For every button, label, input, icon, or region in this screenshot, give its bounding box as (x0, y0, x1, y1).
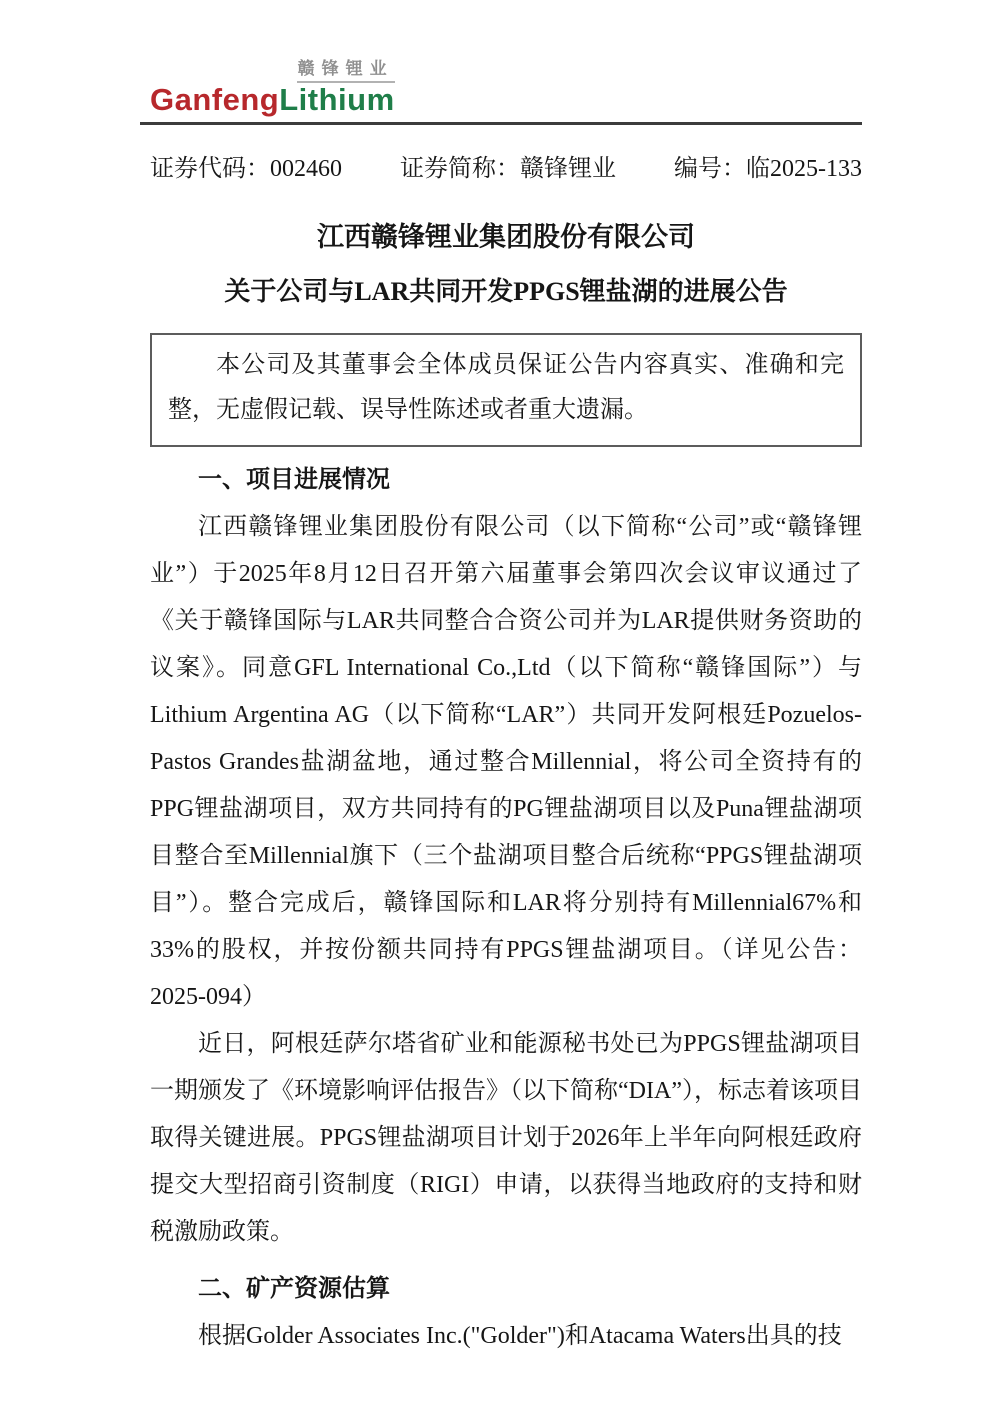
page-header (150, 54, 862, 183)
announcement-number: 编号：临2025-133 (674, 156, 862, 182)
section-mineral-resources (150, 1266, 862, 1360)
stock-short-name: 证券简称：赣锋锂业 (400, 156, 616, 182)
logo-ganfeng-text: Ganfeng (150, 82, 280, 117)
company-logo (150, 54, 395, 117)
section-project-progress (150, 457, 862, 1256)
section-1-paragraph-2: 近日，阿根廷萨尔塔省矿业和能源秘书处已为PPGS锂盐湖项目一期颁发了《环境影响评估报告》（以下简称“DIA”），标志着该项目取得关键进展。PPGS锂盐湖项目计划于2026年上半年向阿根廷政府提交大型招商引资制度（RIGI）申请，以获得当地政府的支持和财税激励政策。 (150, 1031, 862, 1245)
disclaimer-text: 本公司及其董事会全体成员保证公告内容真实、准确和完整，无虚假记载、误导性陈述或者重大遗漏。 (168, 352, 844, 423)
section-1-heading: 一、项目进展情况 (198, 467, 390, 493)
logo-lithium-text: Lithium (279, 82, 395, 117)
section-2-paragraph-1: 根据Golder Associates Inc.("Golder")和Atacama Waters出具的技 (198, 1323, 842, 1349)
announcement-title: 关于公司与LAR共同开发PPGS锂盐湖的进展公告 (224, 277, 788, 306)
section-1-paragraph-1: 江西赣锋锂业集团股份有限公司（以下简称“公司”或“赣锋锂业”）于2025年8月12日召开第六届董事会第四次会议审议通过了《关于赣锋国际与LAR共同整合合资公司并为LAR提供财务资助的议案》。同意GFL International Co.,Ltd（以下简称“赣锋国际”）与Lithium Argentina AG（以下简称“LAR”）共同开发阿根廷Pozuelos-Pastos Grandes盐湖盆地，通过整合Millennial，将公司全资持有的PPG锂盐湖项目，双方共同持有的PG锂盐湖项目以及Puna锂盐湖项目整合至Millennial旗下（三个盐湖项目整合后统称“PPGS锂盐湖项目”）。整合完成后，赣锋国际和LAR将分别持有Millennial67%和33%的股权，并按份额共同持有PPGS锂盐湖项目。（详见公告：2025-094） (150, 514, 862, 1010)
logo-latin-text (150, 83, 395, 117)
company-title: 江西赣锋锂业集团股份有限公司 (317, 222, 695, 252)
stock-meta-row (150, 148, 862, 183)
header-divider (140, 122, 862, 125)
logo-chinese-text: 赣锋锂业 (297, 54, 395, 83)
section-2-heading: 二、矿产资源估算 (198, 1276, 390, 1302)
disclaimer-box (150, 333, 862, 447)
stock-code: 证券代码：002460 (150, 156, 342, 182)
